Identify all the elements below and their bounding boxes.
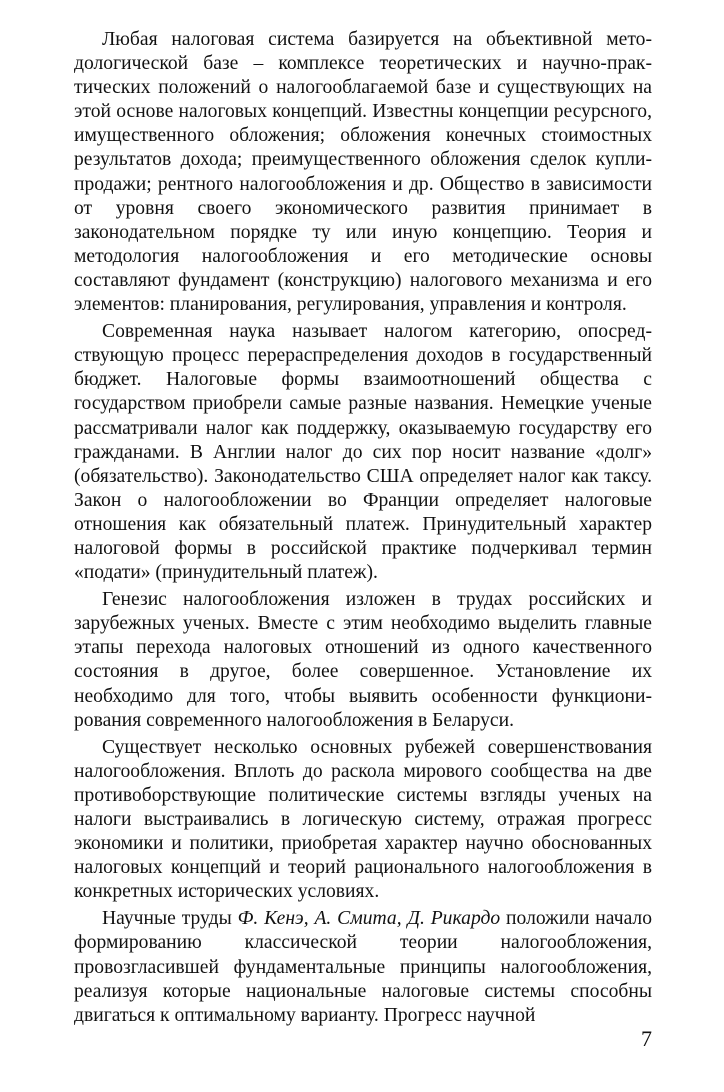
paragraph-tax-genesis: Генезис налогообложения изложен в трудах российских и зарубежных ученых. Вместе с этим необходимо выделить главные этапы перехода налоговых отношений из одного качественного состояния в другое, более совершенное. Установление их необходимо для того, чтобы выявить особенности функционирования современного налогообложения в Беларуси. [74,589,652,731]
paragraph-classical-theory-lead: Научные труды [102,908,238,930]
classical-authors: Ф. Кенэ, А. Смита, Д. Рикардо [237,908,501,930]
page-number: 7 [641,1026,652,1051]
paragraph-classical-theory-rest: положили начало формированию классической теории налогообложения, провозгласившей фундаментальные принципы налогообложения, реализуя которые национальные налоговые системы способны двигаться к оптимальному варианту. Прогресс научной [74,908,653,1026]
paragraph-classical-theory [74,907,652,1027]
page-body [74,28,652,1028]
paragraph-tax-milestones: Существует несколько основных рубежей совершенствования налогообложения. Вплоть до раскола мирового сообщества на две противоборствующие политические системы взгляды ученых на налоги выстраивались в логическую систему, отражая прогресс экономики и политики, приобретая характер научно обоснованных налоговых концепций и теорий рационального налогообложения в конкретных исторических условиях. [74,736,652,903]
paragraph-tax-definition: Современная наука называет налогом категорию, опосредствующую процесс перераспределения доходов в государственный бюджет. Налоговые формы взаимоотношений общества с государством приобрели самые разные названия. Немецкие ученые рассматривали налог как поддержку, оказываемую государству его гражданами. В Англии налог до сих пор носит название «долг» (обязательство). Законодательство США определяет налог как таксу. Закон о налогообложении во Франции определяет налоговые отношения как обязательный платеж. Принудительный характер налоговой формы в российской практике подчеркивал термин «подати» (принудительный платеж). [74,321,652,584]
paragraph-tax-system-basis: Любая налоговая система базируется на объективной методологической базе – комплексе теоретических и научно-практических положений о налогооблагаемой базе и существующих на этой основе налоговых концепций. Известны концепции ресурсного, имущественного обложения; обложения конечных стоимостных результатов дохода; преимущественного обложения сделок купли-продажи; рентного налогообложения и др. Общество в зависимости от уровня своего экономического развития принимает в законодательном порядке ту или иную концепцию. Теория и методология налогообложения и его методические основы составляют фундамент (конструкцию) налогового механизма и его элементов: планирования, регулирования, управления и контроля. [74,29,652,316]
